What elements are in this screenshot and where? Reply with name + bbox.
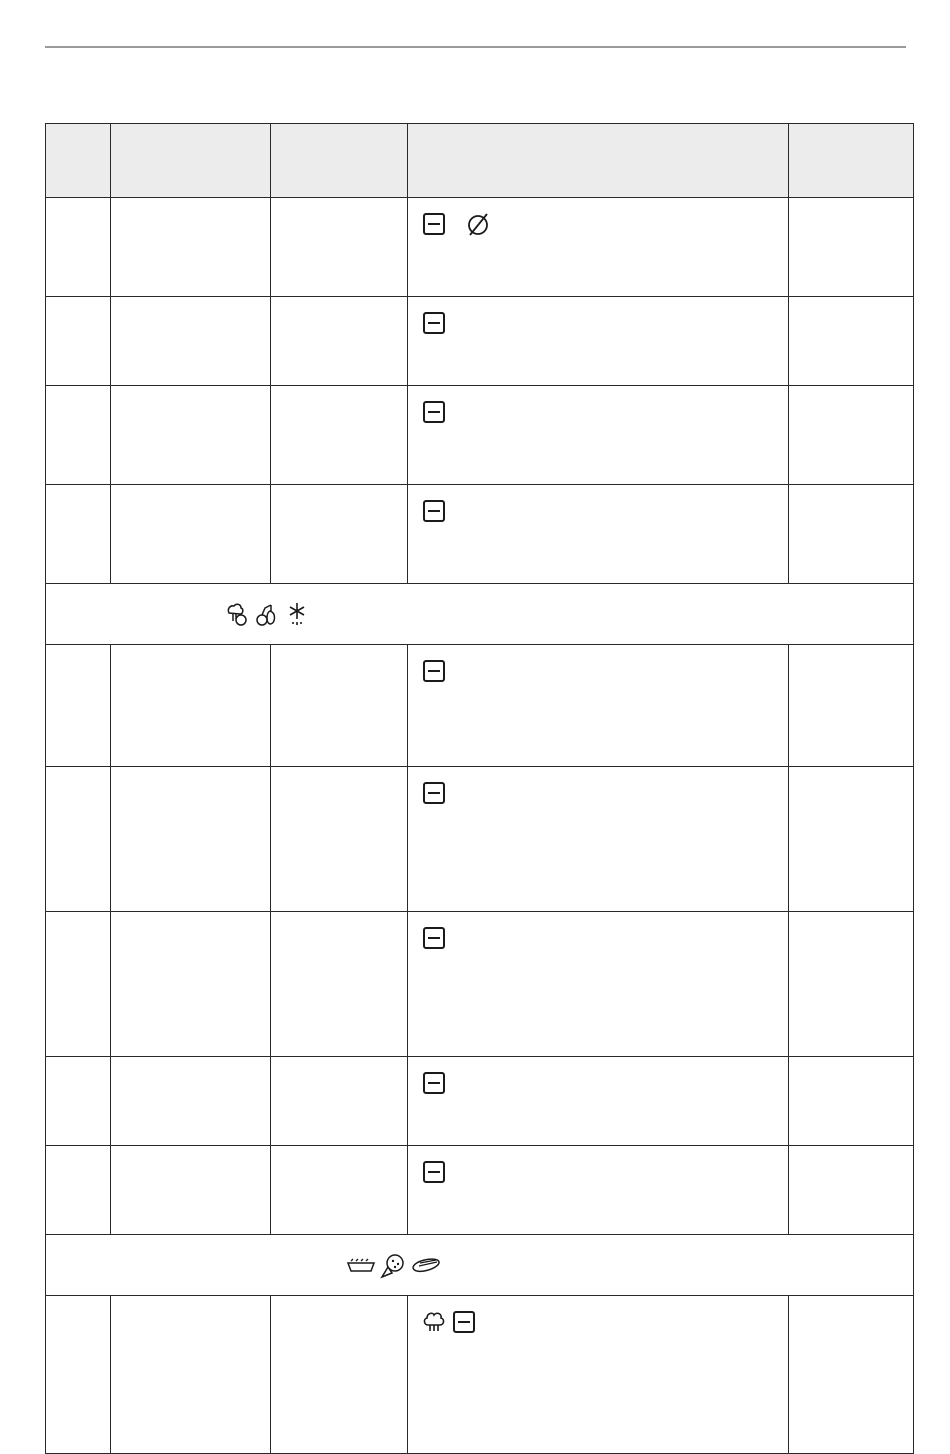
table-cell (111, 767, 271, 912)
table-cell (408, 198, 789, 297)
table-row (46, 485, 914, 584)
table-row (46, 767, 914, 912)
table-cell (271, 1146, 408, 1235)
bread-icon (410, 1254, 442, 1278)
table-cell (789, 912, 914, 1057)
table-cell (789, 386, 914, 485)
table-row (46, 297, 914, 386)
chef-hat-icon (422, 1310, 446, 1334)
table-cell (111, 1146, 271, 1235)
header-cell (408, 124, 789, 198)
header-cell (789, 124, 914, 198)
table-cell (111, 1057, 271, 1146)
table-row (46, 1057, 914, 1146)
table-cell (408, 297, 789, 386)
table-row (46, 912, 914, 1057)
cooking-table (45, 123, 914, 1454)
table-cell (271, 767, 408, 912)
table-cell (408, 1146, 789, 1235)
table-cell (46, 1057, 111, 1146)
table-cell (111, 198, 271, 297)
table-cell (408, 1057, 789, 1146)
grill-heating-icon (422, 311, 446, 335)
header-cell (271, 124, 408, 198)
table-row (46, 645, 914, 767)
section-cell (46, 1235, 914, 1296)
table-cell (408, 645, 789, 767)
table-cell (271, 912, 408, 1057)
baking-tray-icon (346, 1255, 376, 1277)
table-cell (46, 386, 111, 485)
table-cell (111, 1296, 271, 1454)
table-cell (111, 485, 271, 584)
table-cell (111, 297, 271, 386)
grill-heating-icon (422, 1071, 446, 1095)
table-cell (111, 645, 271, 767)
table-cell (271, 297, 408, 386)
table-header-row (46, 124, 914, 198)
table-cell (271, 645, 408, 767)
table-cell (789, 1146, 914, 1235)
table-cell (271, 386, 408, 485)
table-cell (271, 198, 408, 297)
table-cell (46, 198, 111, 297)
grill-heating-icon (422, 659, 446, 683)
defrost-icon (284, 601, 310, 627)
table-row (46, 1146, 914, 1235)
table-cell (46, 297, 111, 386)
table-cell (408, 912, 789, 1057)
table-cell (789, 198, 914, 297)
table-row (46, 198, 914, 297)
table-cell (789, 485, 914, 584)
table-cell (271, 1057, 408, 1146)
section-cell (46, 584, 914, 645)
table-cell (46, 485, 111, 584)
pizza-icon (380, 1253, 406, 1279)
table-cell (46, 767, 111, 912)
table-row (46, 386, 914, 485)
table-cell (46, 645, 111, 767)
table-cell (46, 912, 111, 1057)
table-cell (408, 767, 789, 912)
vegetable-icon (224, 601, 250, 627)
table-cell (111, 386, 271, 485)
fruit-icon (254, 601, 280, 627)
table-cell (789, 645, 914, 767)
grill-heating-icon (422, 781, 446, 805)
table-cell (111, 912, 271, 1057)
table-cell (46, 1146, 111, 1235)
table-cell (789, 1296, 914, 1454)
grill-heating-icon (422, 499, 446, 523)
table-cell (408, 485, 789, 584)
table-cell (271, 485, 408, 584)
table-cell (789, 297, 914, 386)
grill-heating-icon (422, 400, 446, 424)
table-cell (408, 1296, 789, 1454)
section-row (46, 1235, 914, 1296)
table-cell (789, 767, 914, 912)
table-cell (46, 1296, 111, 1454)
top-rule (45, 46, 906, 48)
grill-heating-icon (422, 212, 446, 236)
no-circle-icon (466, 212, 490, 236)
table-cell (789, 1057, 914, 1146)
table-cell (408, 386, 789, 485)
grill-heating-icon (452, 1310, 476, 1334)
section-row (46, 584, 914, 645)
header-cell (46, 124, 111, 198)
grill-heating-icon (422, 926, 446, 950)
grill-heating-icon (422, 1160, 446, 1184)
header-cell (111, 124, 271, 198)
table-cell (271, 1296, 408, 1454)
table-row (46, 1296, 914, 1454)
